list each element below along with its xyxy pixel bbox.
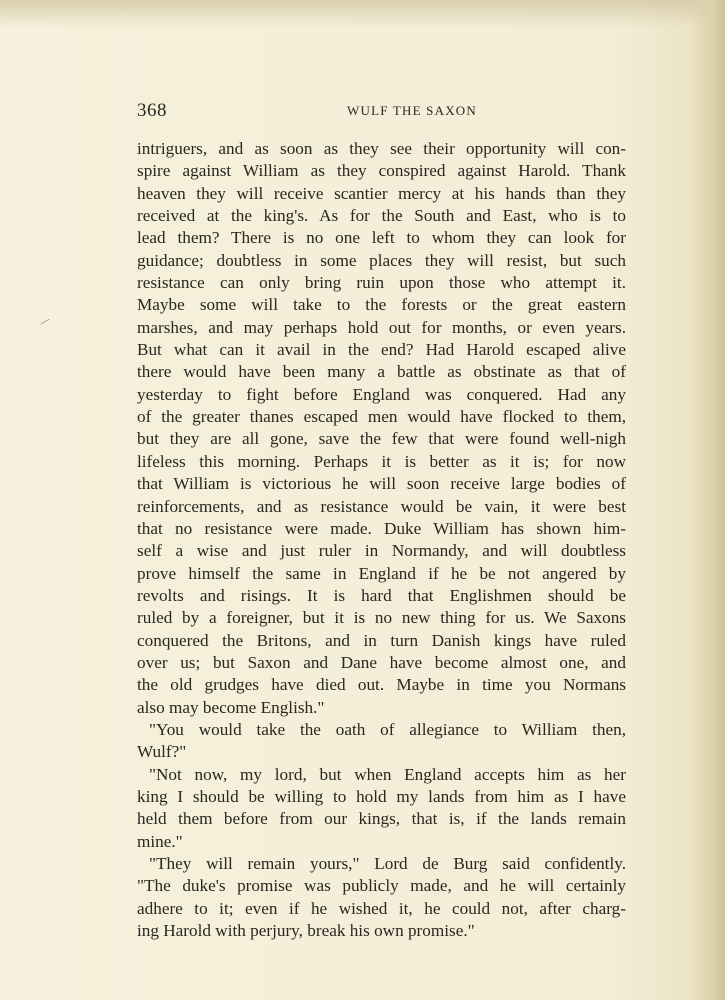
page-header	[137, 100, 627, 122]
text-line: also may become English."	[137, 697, 325, 717]
text-line: conquered the Britons, and in turn Danish kings have ruled	[137, 630, 626, 650]
text-line: But what can it avail in the end? Had Harold escaped alive	[137, 340, 626, 360]
text-line: revolts and risings. It is hard that Englishmen should be	[137, 585, 626, 605]
text-line: the old grudges have died out. Maybe in time you Normans	[137, 675, 626, 695]
text-line: Wulf?"	[137, 742, 187, 762]
text-line: king I should be willing to hold my lands from him as I have	[137, 786, 626, 806]
text-line: intriguers, and as soon as they see their opportunity will con-	[137, 139, 626, 158]
text-line: prove himself the same in England if he be not angered by	[137, 563, 626, 583]
text-line: adhere to it; even if he wished it, he could not, after charg-	[137, 898, 626, 918]
page-top-shadow	[0, 0, 725, 28]
text-line: over us; but Saxon and Dane have become almost one, and	[137, 652, 626, 672]
text-line: spire against William as they conspired against Harold. Thank	[137, 161, 626, 181]
text-line: reinforcements, and as resistance would be vain, it were best	[137, 496, 626, 516]
text-line: that no resistance were made. Duke William has shown him-	[137, 518, 626, 538]
text-line: ing Harold with perjury, break his own promise."	[137, 921, 475, 941]
text-line: "They will remain yours," Lord de Burg said confidently.	[149, 854, 626, 873]
text-line: lifeless this morning. Perhaps it is better as it is; for now	[137, 451, 626, 471]
margin-mark: —	[37, 314, 53, 329]
page-right-edge	[691, 0, 725, 1000]
body-text	[137, 138, 626, 942]
text-line: but they are all gone, save the few that were found well-nigh	[137, 429, 626, 449]
text-line: received at the king's. As for the South and East, who is to	[137, 206, 626, 226]
text-line: ruled by a foreigner, but it is no new thing for us. We Saxons	[137, 608, 626, 628]
text-line: that William is victorious he will soon receive large bodies of	[137, 474, 626, 494]
page-number: 368	[137, 100, 167, 121]
text-line: of the greater thanes escaped men would have flocked to them,	[137, 407, 626, 427]
text-line: resistance can only bring ruin upon those who attempt it.	[137, 273, 626, 293]
text-line: lead them? There is no one left to whom they can look for	[137, 228, 626, 248]
text-line: guidance; doubtless in some places they will resist, but such	[137, 250, 626, 270]
text-line: held them before from our kings, that is, if the lands remain	[137, 809, 626, 829]
running-title: WULF THE SAXON	[347, 103, 477, 118]
text-line: "The duke's promise was publicly made, and he will certainly	[137, 876, 626, 896]
text-line: Maybe some will take to the forests or the great eastern	[137, 295, 626, 315]
text-line: marshes, and may perhaps hold out for months, or even years.	[137, 317, 626, 337]
text-line: "You would take the oath of allegiance to William then,	[149, 719, 626, 739]
text-line: self a wise and just ruler in Normandy, and will doubtless	[137, 541, 626, 561]
text-line: there would have been many a battle as obstinate as that of	[137, 362, 626, 382]
text-line: yesterday to fight before England was conquered. Had any	[137, 384, 626, 404]
text-line: mine."	[137, 831, 183, 851]
text-line: heaven they will receive scantier mercy at his hands than they	[137, 183, 626, 203]
text-line: "Not now, my lord, but when England accepts him as her	[149, 764, 626, 784]
